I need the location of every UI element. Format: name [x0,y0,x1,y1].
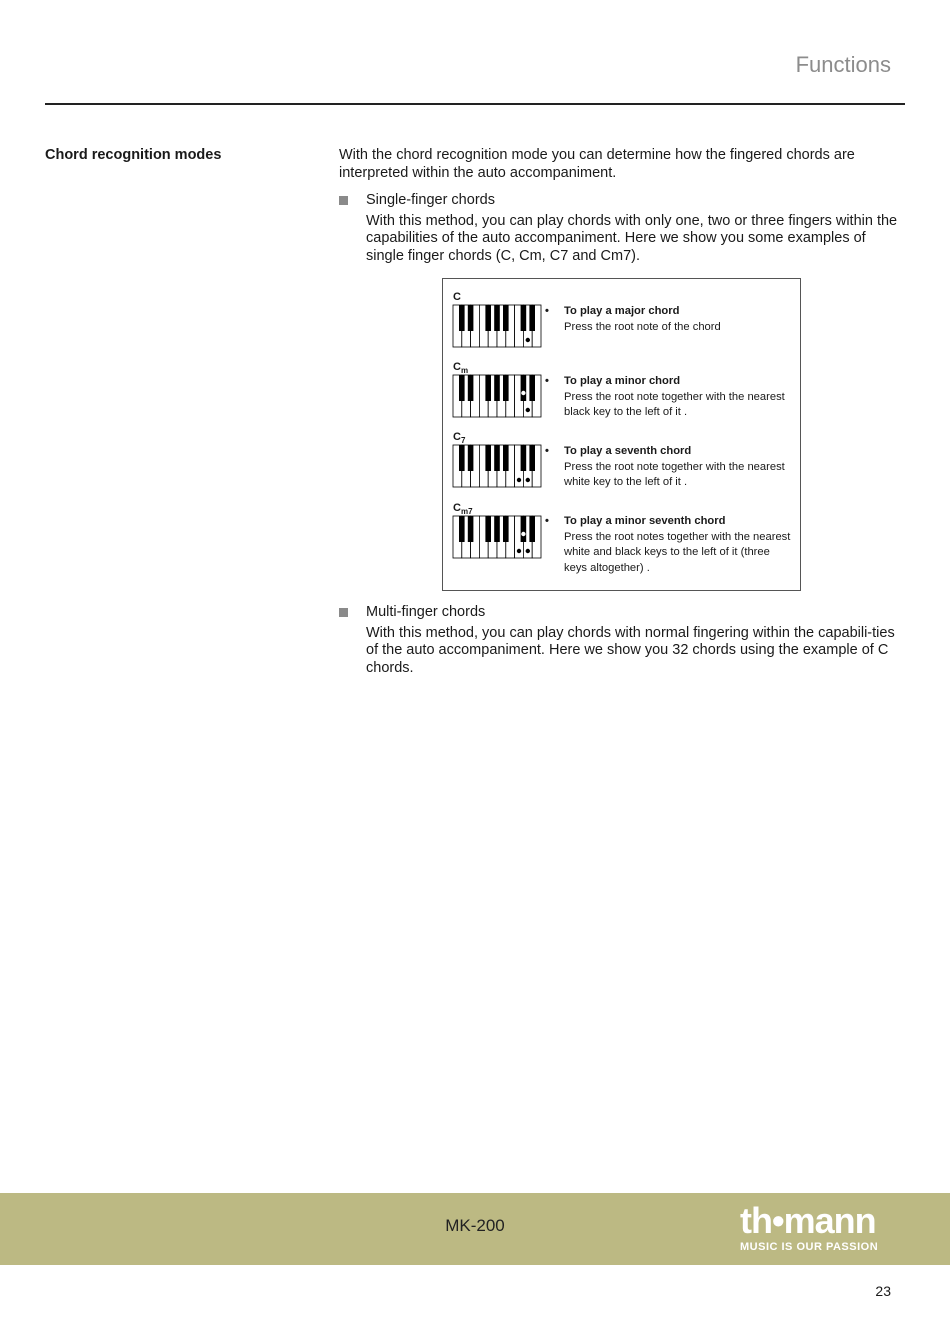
square-bullet-icon [339,608,348,617]
black-key [494,305,500,331]
page-section-title: Functions [795,52,891,77]
black-key [494,375,500,401]
black-key [521,445,527,471]
black-key [529,375,535,401]
list-item-body: With this method, you can play chords with only one, two or three fingers within the capabilities of the auto accompaniment. Here we show you some examples of single finger chords (C, Cm, C7 and Cm7). [366,212,898,264]
pressed-key-dot [526,338,530,342]
thomann-logo [740,1200,879,1253]
black-key [459,375,465,401]
bullet-dot-icon: • [545,375,549,387]
chord-desc-minor-seventh [545,514,795,576]
list-item-single-finger [339,192,905,265]
black-key [503,516,509,542]
chord-desc-seventh [545,444,795,491]
header-divider [45,103,905,105]
black-key [468,305,474,331]
black-key [459,445,465,471]
chord-label-cm: $C_m$ [453,361,469,376]
chord-desc-heading: To play a seventh chord [564,445,692,457]
bullet-dot-icon: • [545,515,549,527]
chord-diagram-figure [442,278,801,591]
black-key [494,445,500,471]
bullet-dot-icon: • [545,305,549,317]
black-key [494,516,500,542]
pressed-key-dot [517,549,521,553]
chord-desc-body: Press the root notes together with the nearest white and black keys to the left of it (three keys altogether) . [564,530,791,574]
black-key [521,375,527,401]
list-item-multi-finger [339,604,905,677]
chord-desc-body: Press the root note together with the nearest white key to the left of it . [564,460,785,488]
black-key [503,305,509,331]
pressed-key-dot [521,532,525,536]
black-key [529,516,535,542]
pressed-key-dot [526,478,530,482]
black-key [521,516,527,542]
chord-label-cm7: $C_{m7}$ [453,502,473,517]
chord-desc-heading: To play a minor chord [564,375,681,387]
section-heading: Chord recognition modes [45,147,222,163]
black-key [485,305,491,331]
keyboard-2 [453,375,541,417]
pressed-key-dot [521,391,525,395]
black-key [503,445,509,471]
page-number: 23 [875,1283,891,1299]
chord-label-c7: $C_7$ [453,431,466,446]
keyboard-4 [453,516,541,558]
chord-desc-heading: To play a minor seventh chord [564,515,726,527]
black-key [503,375,509,401]
intro-paragraph: With the chord recognition mode you can determine how the fingered chords are interpreted within the auto accompaniment. [339,147,855,181]
black-key [521,305,527,331]
black-key [485,375,491,401]
black-key [459,516,465,542]
list-item-title: Multi-finger chords [366,604,486,620]
logo-wordmark: th•mann [740,1200,876,1241]
chord-desc-major [545,304,795,335]
black-key [529,445,535,471]
model-name: MK-200 [445,1216,505,1235]
chord-desc-body: Press the root note of the chord [564,320,721,333]
black-key [468,516,474,542]
keyboard-1 [453,305,541,347]
chord-desc-heading: To play a major chord [564,305,680,317]
black-key [459,305,465,331]
logo-tagline: MUSIC IS OUR PASSION [740,1241,879,1253]
pressed-key-dot [517,478,521,482]
square-bullet-icon [339,196,348,205]
black-key [485,516,491,542]
chord-label-c: C [453,291,461,303]
list-item-title: Single-finger chords [366,192,495,208]
chord-desc-minor [545,374,795,421]
black-key [468,445,474,471]
pressed-key-dot [526,549,530,553]
bullet-dot-icon: • [545,445,549,457]
pressed-key-dot [526,408,530,412]
list-item-body: With this method, you can play chords with normal fingering within the capabili-ties of the auto accompaniment. Here we show you 32 chords using the example of C chords. [366,624,895,676]
chord-desc-body: Press the root note together with the nearest black key to the left of it . [564,390,785,418]
keyboard-3 [453,445,541,487]
black-key [485,445,491,471]
black-key [529,305,535,331]
black-key [468,375,474,401]
